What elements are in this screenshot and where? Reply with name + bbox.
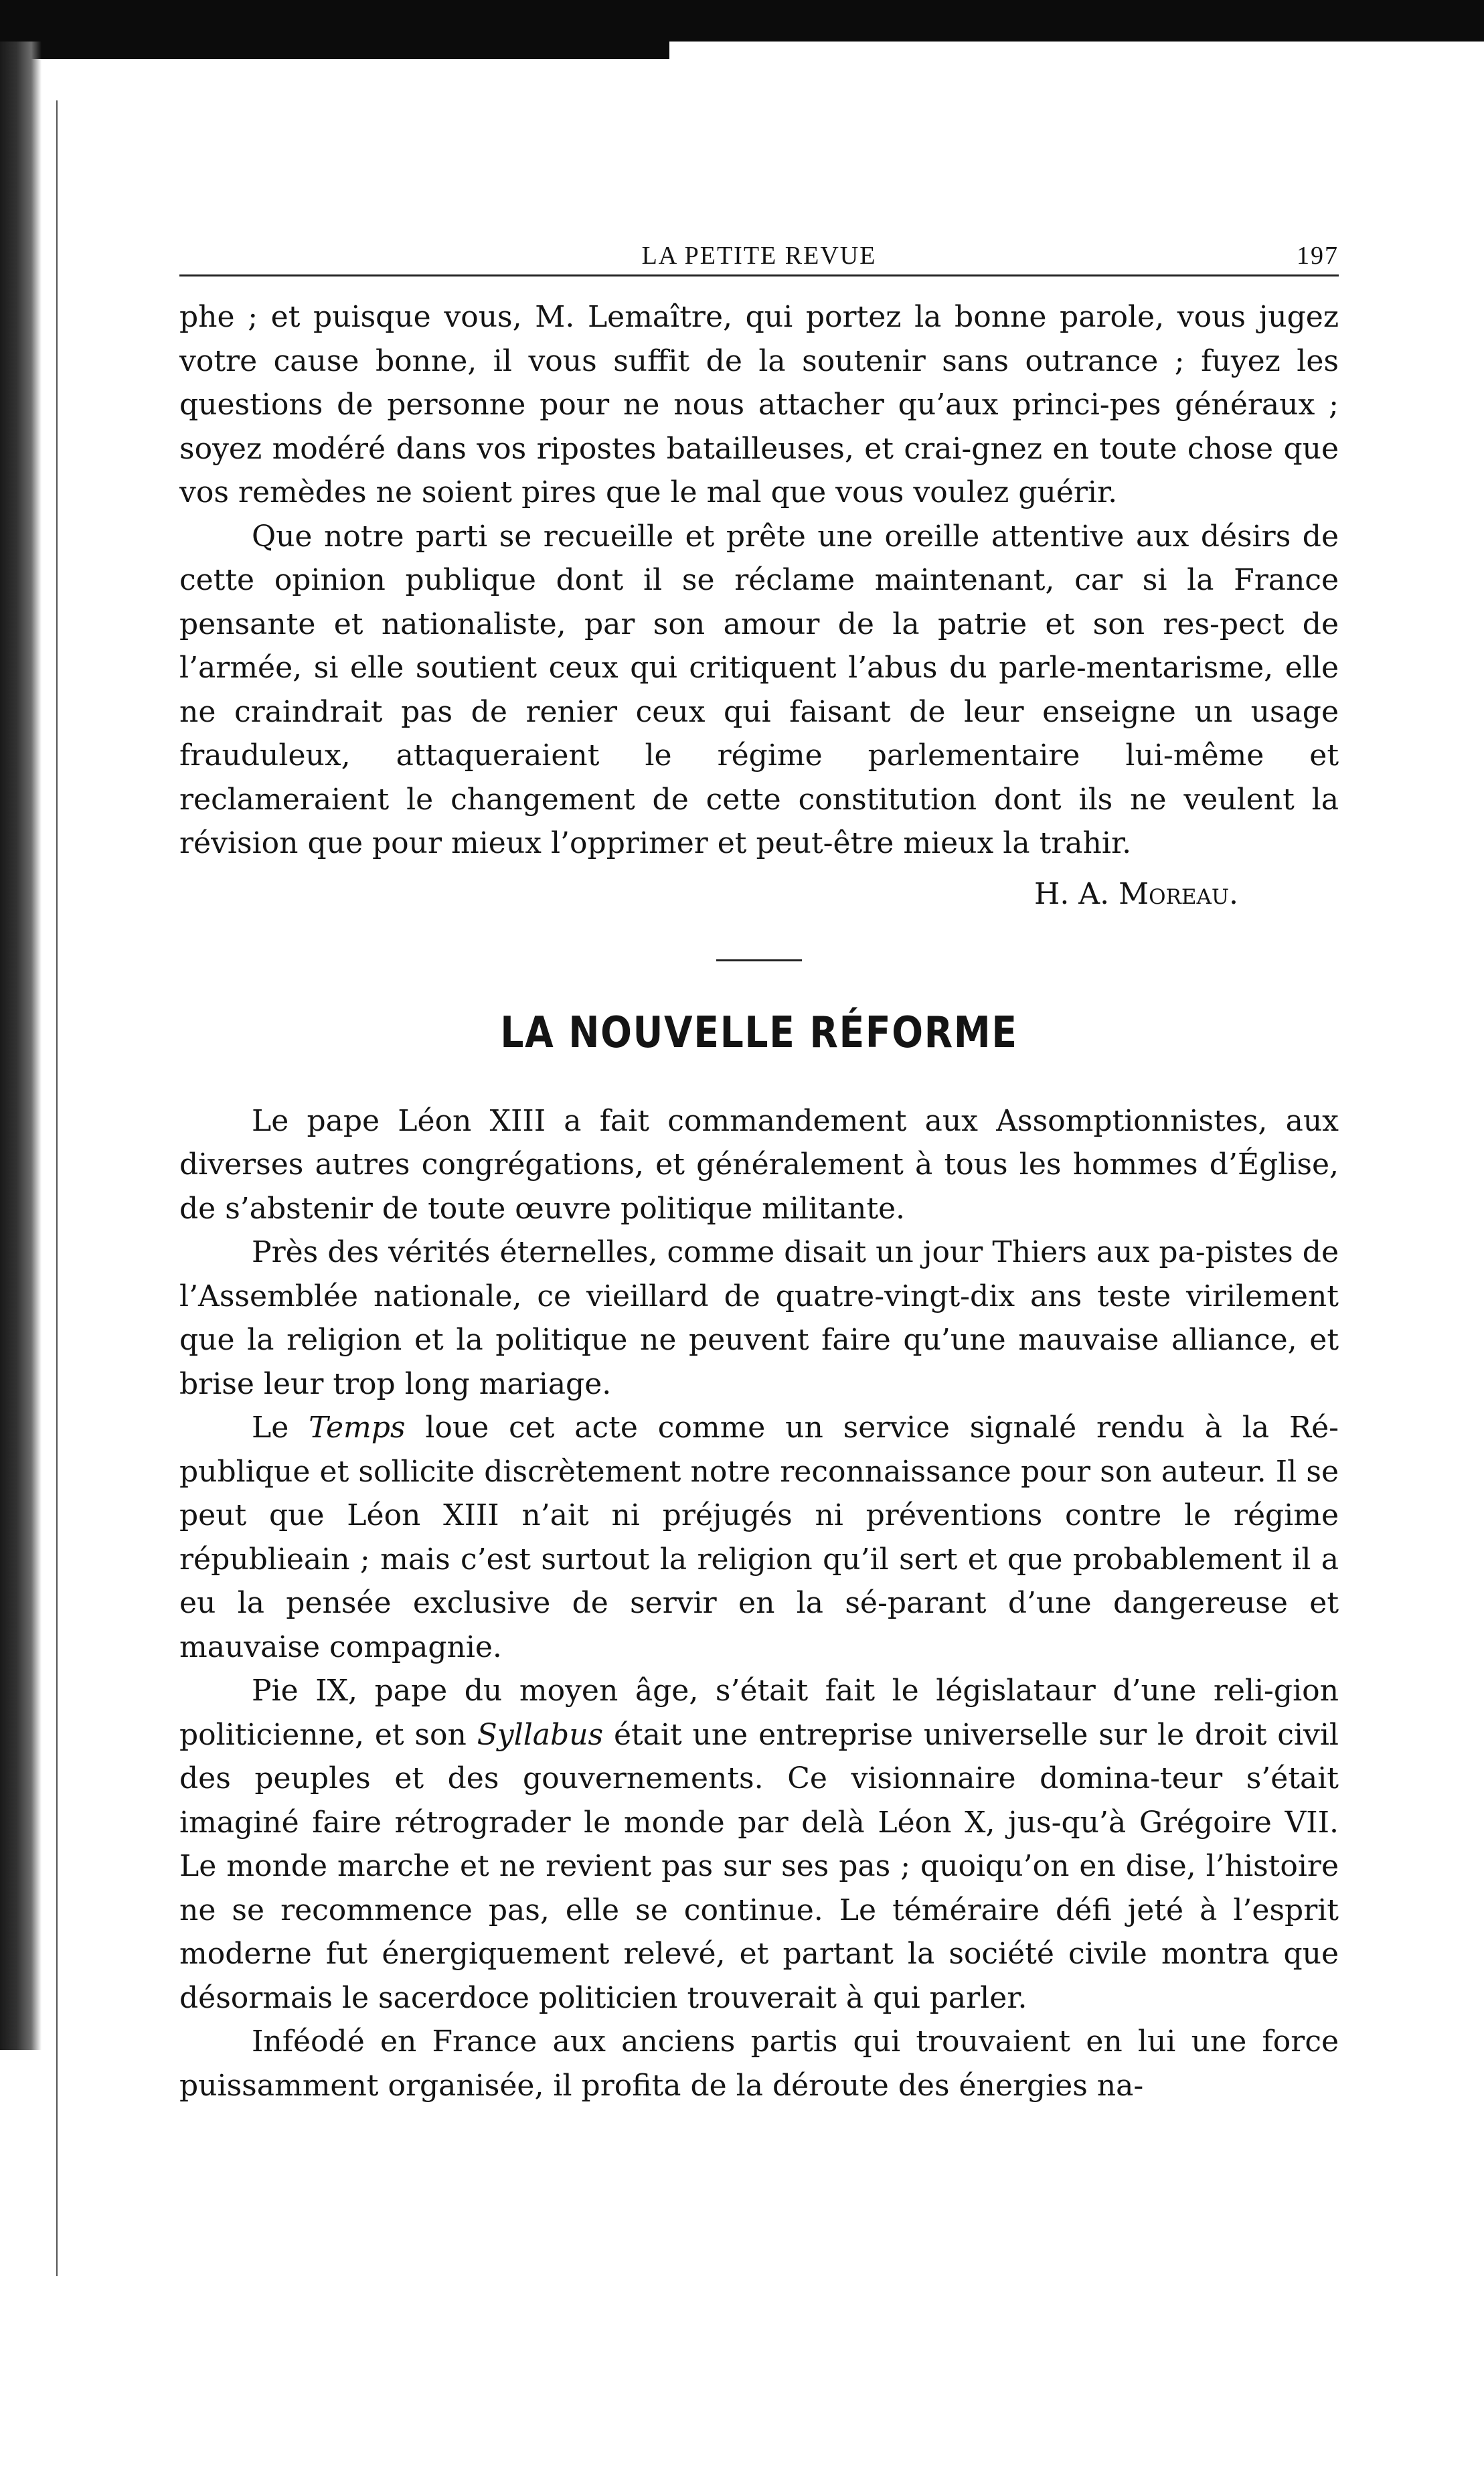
- italic-title: Syllabus: [477, 1717, 604, 1752]
- paragraph: Que notre parti se recueille et prête une oreille attentive aux désirs de cette opinion publique dont il se réclame maintenant, car si la France pensante et nationaliste, par son amour de la patrie et son res-pect de l’armée, si elle soutient ceux qui critiquent l’abus du parle-mentarisme, elle ne craindrait pas de renier ceux qui faisant de leur enseigne un usage frauduleux, attaqueraient le régime parlementaire lui-même et reclameraient le changement de cette constitution dont ils ne veulent la révision que pour mieux l’opprimer et peut-être mieux la trahir.: [179, 519, 1339, 860]
- article-title: LA NOUVELLE RÉFORME: [500, 1008, 1018, 1058]
- paragraph: Près des vérités éternelles, comme disait un jour Thiers aux pa-pistes de l’Assemblée nationale, ce vieillard de quatre-vingt-dix ans teste virilement que la religion et la politique ne peuvent faire qu’une mauvaise alliance, et brise leur trop long mariage.: [179, 1235, 1339, 1401]
- scan-border-top-step: [0, 42, 669, 59]
- binding-line: [56, 100, 58, 2276]
- signature-initials: H. A.: [1034, 876, 1110, 911]
- scan-border-left: [0, 42, 42, 2050]
- paragraph: Inféodé en France aux anciens partis qui trouvaient en lui une force puissamment organisée, il profita de la déroute des énergies na-: [179, 2024, 1339, 2103]
- running-title: LA PETITE REVUE: [641, 242, 877, 270]
- text-run: Pie IX, pape du moyen âge, s’était fait le législataur d’une reli-gion politicienne, et son: [179, 1674, 1339, 1752]
- text-run: était une entreprise universelle sur le droit civil des peuples et des gouvernements. Ce visionnaire domina-teur s’était imaginé faire rétrograder le monde par delà Léon X, jus-qu’à Grégoire VII. Le monde marche et ne revient pas sur ses pas ; quoiqu’on en dise, l’histoire ne se recommence pas, elle se continue. Le téméraire défi jeté à l’esprit moderne fut énergiquement relevé, et partant la société civile montra que désormais le sacerdoce politicien trouverait à qui parler.: [179, 1717, 1339, 2015]
- paragraph: Le pape Léon XIII a fait commandement aux Assomptionnistes, aux diverses autres congrégations, et généralement à tous les hommes d’Église, de s’abstenir de toute œuvre politique militante.: [179, 1103, 1339, 1226]
- book-page: [179, 228, 1339, 2107]
- italic-title: Temps: [309, 1411, 406, 1445]
- page-number: 197: [1297, 242, 1339, 270]
- running-head: [179, 228, 1339, 274]
- header-rule: [179, 274, 1339, 276]
- scan-border-top: [0, 0, 1484, 42]
- paragraph: [179, 1669, 1339, 2020]
- text-run: loue cet acte comme un service signalé rendu à la Ré-publique et sollicite discrètement notre reconnaissance pour son auteur. Il se peut que Léon XIII n’ait ni préjugés ni préventions contre le régime républieain ; mais c’est surtout la religion qu’il sert et que probablement il a eu la pensée exclusive de servir en la sé-parant d’une dangereuse et mauvaise compagnie.: [179, 1411, 1339, 1664]
- author-signature: [179, 871, 1339, 918]
- section-separator: [716, 959, 802, 961]
- signature-name: Moreau.: [1119, 876, 1238, 911]
- paragraph: phe ; et puisque vous, M. Lemaître, qui portez la bonne parole, vous jugez votre cause bonne, il vous suffit de la soutenir sans outrance ; fuyez les questions de personne pour ne nous attacher qu’aux princi-pes généraux ; soyez modéré dans vos ripostes batailleuses, et crai-gnez en toute chose que vos remèdes ne soient pires que le mal que vous voulez guérir.: [179, 300, 1339, 509]
- text-run: Le: [252, 1411, 309, 1445]
- paragraph: [179, 1406, 1339, 1669]
